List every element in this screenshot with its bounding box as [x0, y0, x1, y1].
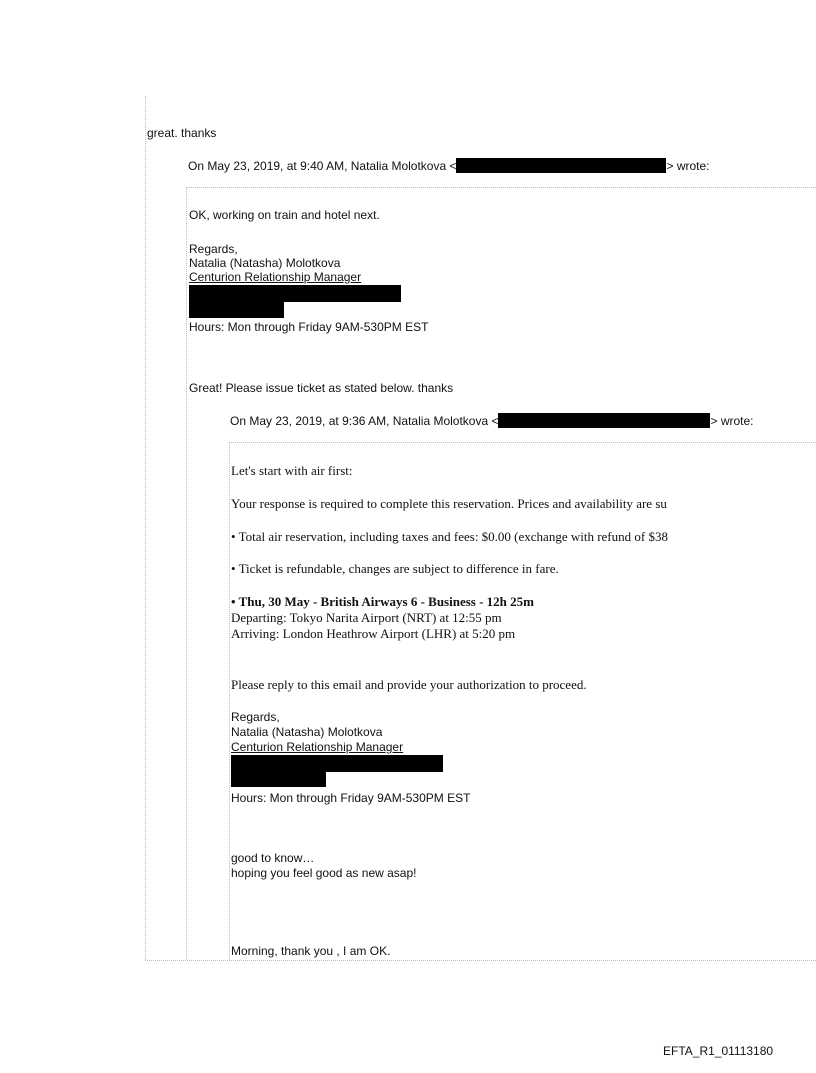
msg2-required-notice: Your response is required to complete this reservation. Prices and availability are su: [231, 496, 667, 511]
quote-1-header-suffix: > wrote:: [666, 159, 710, 173]
msg2-departing: Departing: Tokyo Narita Airport (NRT) at 12:55 pm: [231, 610, 502, 625]
top-reply-text: great. thanks: [147, 126, 217, 140]
quote-1-header-prefix: On May 23, 2019, at 9:40 AM, Natalia Molotkova <: [188, 159, 457, 173]
msg1-body: OK, working on train and hotel next.: [189, 208, 380, 222]
msg2-arriving: Arriving: London Heathrow Airport (LHR) at 5:20 pm: [231, 626, 516, 641]
msg2-please-reply: Please reply to this email and provide your authorization to proceed.: [231, 677, 587, 692]
redacted-contact-2b: [231, 772, 326, 787]
quote-2-left-border: [229, 442, 230, 960]
msg1-signature-title: Centurion Relationship Manager: [189, 270, 362, 284]
msg2-signature-title: Centurion Relationship Manager: [231, 740, 404, 754]
quote-2-top-border: [229, 442, 816, 443]
redacted-email-2: [498, 413, 710, 428]
msg2-bullet-total: • Total air reservation, including taxes and fees: $0.00 (exchange with refund of $38: [231, 529, 668, 544]
redacted-contact-1b: [189, 302, 284, 318]
redacted-email-1: [456, 158, 666, 173]
quote-2-header-suffix: > wrote:: [710, 414, 754, 428]
redacted-contact-1a: [189, 285, 401, 302]
quote-1-header: [188, 158, 710, 173]
hoping-text: hoping you feel good as new asap!: [231, 866, 417, 880]
msg1-hours: Hours: Mon through Friday 9AM-530PM EST: [189, 320, 429, 334]
quote-1-left-border: [186, 187, 187, 960]
morning-text: Morning, thank you , I am OK.: [231, 944, 391, 958]
good-to-know-text: good to know…: [231, 851, 315, 865]
quote-2-header: [230, 413, 754, 428]
document-id: EFTA_R1_01113180: [663, 1044, 774, 1058]
msg2-signature-name: Natalia (Natasha) Molotkova: [231, 725, 383, 739]
outer-quote-left-border: [145, 96, 146, 960]
reply-2-text: Great! Please issue ticket as stated below. thanks: [189, 381, 454, 395]
msg2-flight-heading: • Thu, 30 May - British Airways 6 - Business - 12h 25m: [231, 594, 534, 609]
quote-1-top-border: [186, 187, 816, 188]
msg2-intro: Let's start with air first:: [231, 463, 353, 478]
redacted-contact-2a: [231, 755, 443, 772]
msg1-signature-name: Natalia (Natasha) Molotkova: [189, 256, 341, 270]
msg1-regards: Regards,: [189, 242, 238, 256]
msg2-bullet-refundable: • Ticket is refundable, changes are subject to difference in fare.: [231, 561, 559, 576]
msg2-regards: Regards,: [231, 710, 280, 724]
msg2-hours: Hours: Mon through Friday 9AM-530PM EST: [231, 791, 471, 805]
outer-quote-bottom-border: [145, 960, 816, 961]
quote-2-header-prefix: On May 23, 2019, at 9:36 AM, Natalia Molotkova <: [230, 414, 499, 428]
